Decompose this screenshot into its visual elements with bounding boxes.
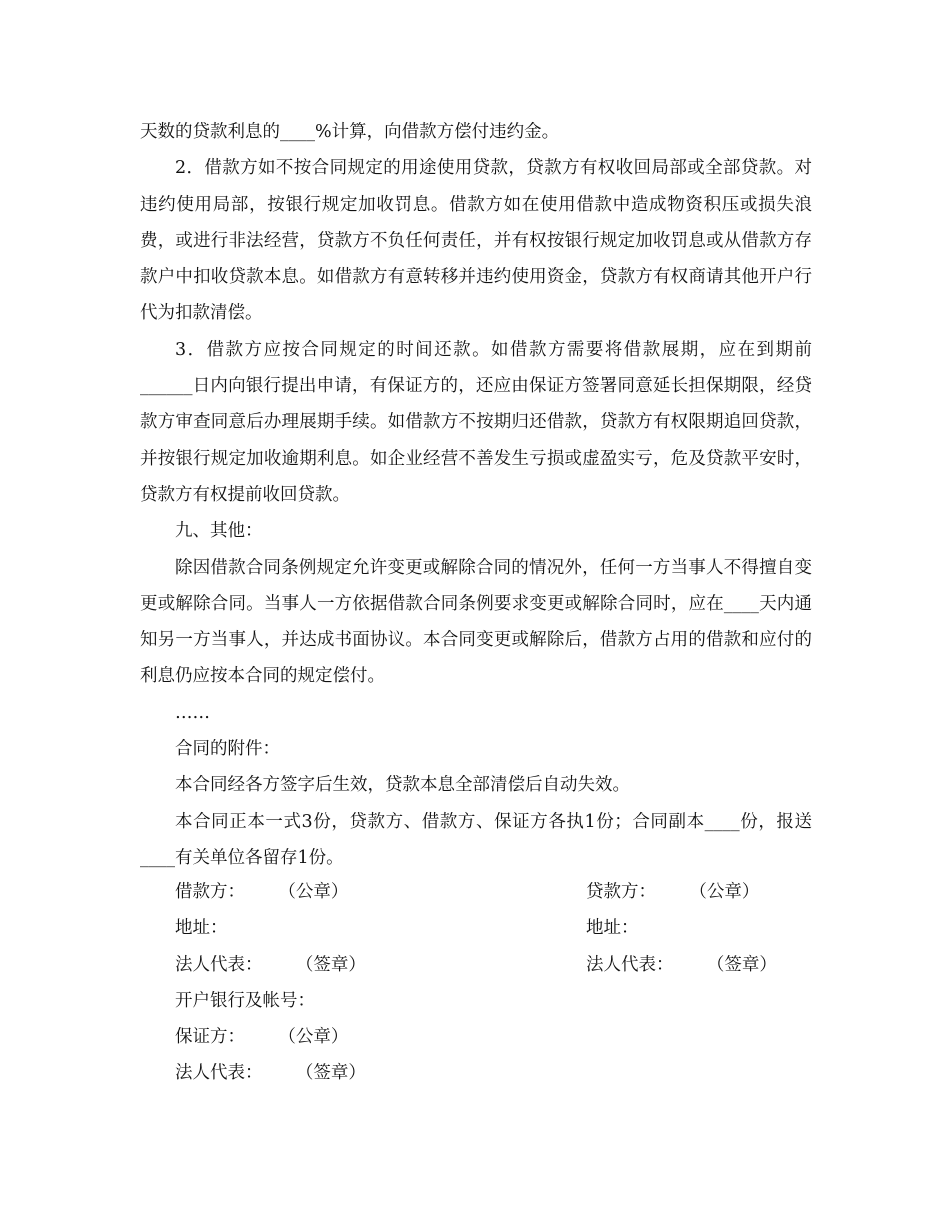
section-heading-other: 九、其他：: [175, 521, 263, 542]
paragraph-ellipsis: ……: [175, 702, 210, 723]
signature-block: [140, 874, 812, 1092]
lender-address: 地址：: [586, 918, 639, 939]
paragraph-clause-2: 2．借款方如不按合同规定的用途使用贷款，贷款方有权收回局部或全部贷款。对违约使用局部，按银行规定加收罚息。借款方如在使用借款中造成物资积压或损失浪费，或进行非法经营，贷款方不负任何责任，并有权按银行规定加收罚息或从借款方存款户中扣收贷款本息。如借款方有意转移并违约使用资金，贷款方有权商请其他开户行代为扣款清偿。: [140, 158, 812, 324]
bank-account: 开户银行及帐号：: [175, 990, 315, 1011]
paragraph-penalty-rate: 天数的贷款利息的____%计算，向借款方偿付违约金。: [140, 122, 560, 142]
paragraph-contract-change: 除因借款合同条例规定允许变更或解除合同的情况外，任何一方当事人不得擅自变更或解除合同。当事人一方依据借款合同条例要求变更或解除合同时，应在____天内通知另一方当事人，并达成书面协议。本合同变更或解除后，借款方占用的借款和应付的利息仍应按本合同的规定偿付。: [140, 557, 812, 687]
lender-legal-rep: 法人代表： （签章）: [586, 954, 777, 975]
guarantor-seal: 保证方： （公章）: [175, 1027, 349, 1048]
guarantor-legal-rep: 法人代表： （签章）: [175, 1063, 366, 1084]
paragraph-copies: 本合同正本一式3份，贷款方、借款方、保证方各执1份；合同副本____份，报送____有关单位各留存1份。: [140, 811, 812, 868]
borrower-seal: 借款方： （公章）: [175, 882, 349, 902]
signature-row-legal-rep: [140, 947, 812, 983]
signature-row-guarantor-rep: [140, 1055, 812, 1091]
paragraph-attachments-heading: 合同的附件：: [175, 739, 280, 760]
lender-seal: 贷款方： （公章）: [586, 882, 760, 902]
signature-row-bank: [140, 983, 812, 1019]
borrower-address: 地址：: [175, 918, 228, 939]
signature-row-parties: [140, 874, 812, 910]
signature-row-guarantor: [140, 1019, 812, 1055]
borrower-legal-rep: 法人代表： （签章）: [175, 954, 366, 975]
paragraph-effective: 本合同经各方签字后生效，贷款本息全部清偿后自动失效。: [175, 775, 630, 796]
paragraph-clause-3: 3．借款方应按合同规定的时间还款。如借款方需要将借款展期，应在到期前______日内向银行提出申请，有保证方的，还应由保证方签署同意延长担保期限，经贷款方审查同意后办理展期手续。如借款方不按期归还借款，贷款方有权限期追回贷款，并按银行规定加收逾期利息。如企业经营不善发生亏损或虚盈实亏，危及贷款平安时，贷款方有权提前收回贷款。: [140, 339, 812, 505]
signature-row-address: [140, 910, 812, 946]
contract-body: [140, 114, 812, 876]
